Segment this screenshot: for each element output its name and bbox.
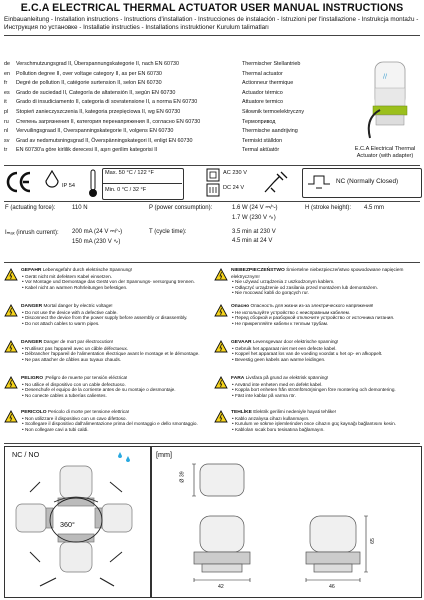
warning-bullet-text: Kabel nicht an warmen Rohrleitungen befestigen. <box>24 284 128 290</box>
inrush-label: Iₘₐₓ (inrush current): <box>5 230 59 236</box>
language-row <box>4 127 298 135</box>
warning-block <box>231 267 419 296</box>
ip-rating: IP 54 <box>62 183 75 189</box>
ce-mark-icon <box>5 170 33 194</box>
bullet-icon: • <box>22 279 25 285</box>
warning-heading: Опасно <box>231 304 250 309</box>
document-subtitle: Einbauanleitung - Installation instructions - Instructions d'installation - Instrucciones de instalación - Istruzioni per l'installazione - Instrukcja montażu - Инструкция по установке - Installatie instructies - Installations instruktioner Kurulum talimatları <box>4 16 419 32</box>
warning-triangle-icon <box>214 410 228 423</box>
warning-triangle-icon <box>4 340 18 353</box>
language-row <box>4 98 284 106</box>
divider <box>4 35 420 36</box>
width-dimension-1: 42 <box>218 584 224 590</box>
warning-bullet <box>231 427 419 433</box>
language-text: Degré de pollution II, catégorie surtension II, selon EN 60730 <box>16 80 162 87</box>
language-code: ru <box>4 118 9 125</box>
warning-text: Livsfara på grund av elektrisk spänning! <box>245 375 329 380</box>
warning-bullet <box>231 393 419 399</box>
bullet-icon: • <box>22 387 25 393</box>
cycle-value-1: 3.5 min at 230 V <box>232 229 276 235</box>
warning-text: ¡Peligro de muerte por tensión eléctrica! <box>44 375 128 380</box>
language-actuator-name: Термопривод <box>242 118 276 125</box>
warning-text: Lebensgefahr durch elektrische Spannung! <box>42 267 133 272</box>
language-row <box>4 79 294 87</box>
warning-block <box>21 409 209 432</box>
warning-bullet <box>21 321 209 327</box>
bullet-icon: • <box>22 345 25 351</box>
bullet-icon: • <box>232 315 235 321</box>
warning-block <box>21 375 209 398</box>
stroke-label: H (stroke height): <box>305 205 352 211</box>
svg-text://: // <box>383 73 388 80</box>
warning-block <box>21 267 209 290</box>
warning-bullet-text: Koppel het apparaat los van de voeding voordat u het op- en afkoppelt. <box>234 351 383 357</box>
unit-label: [mm] <box>156 450 172 459</box>
bullet-icon: • <box>22 284 25 290</box>
bullet-icon: • <box>22 381 25 387</box>
warning-triangle-icon <box>214 268 228 281</box>
warning-heading: NIEBEZPIECZEŃSTWO <box>231 268 285 273</box>
warning-triangle-icon <box>214 376 228 389</box>
warning-heading: PELIGRO <box>21 376 44 381</box>
warning-text: Levensgevaar door elektrische spanning! <box>252 339 339 344</box>
warning-bullet-text: Odłączyć urządzenie od zasilania przed montażem lub demontażem. <box>234 284 378 290</box>
language-row <box>4 70 283 78</box>
bullet-icon: • <box>232 415 235 421</box>
product-label: E.C.A Electrical Thermal Actuator (with adapter) <box>354 146 416 159</box>
nc-label: NC (Normally Closed) <box>336 178 399 185</box>
bullet-icon: • <box>22 421 25 427</box>
bullet-icon: • <box>22 320 25 326</box>
warning-bullet-text: Non collegare cavi a tubi caldi. <box>24 426 89 432</box>
bullet-icon: • <box>22 415 25 421</box>
bullet-icon: • <box>232 284 235 290</box>
warning-heading: GEFAHR <box>21 268 42 273</box>
bullet-icon: • <box>22 315 25 321</box>
language-text: Stopień zanieczyszczenia II, kategoria przepięciowa II, wg EN 60730 <box>16 109 181 115</box>
language-row <box>4 146 280 154</box>
warning-bullet-text: Desenchufe el equipo de la corriente antes de su montaje o desmontaje. <box>24 387 176 393</box>
warning-triangle-icon <box>214 340 228 353</box>
dc-power-icon <box>206 183 220 197</box>
warning-text: Pericolo di morte per tensione elettrica! <box>47 409 130 414</box>
max-temperature: Max. 50 °C / 122 °F <box>105 170 154 176</box>
language-text: Grado di insudiciamento II, categoria di sovratensione II, a norma EN 60730 <box>16 99 198 106</box>
warning-bullet-text: Не используйте устройство с неисправным кабелем. <box>234 309 351 315</box>
warning-triangle-icon <box>4 268 18 281</box>
warning-text: Danger de mort par électrocution! <box>43 339 114 344</box>
normally-closed-icon <box>306 172 332 192</box>
warning-bullet-text: Fäst inte kablar på varma rör. <box>234 392 296 398</box>
warning-text: Elektrik gerilimi nedeniyle hayati tehlike! <box>253 409 337 414</box>
warning-bullet <box>21 285 209 291</box>
warning-bullet-text: Nie używać urządzenia z uszkodzonym kablem. <box>234 279 335 285</box>
warning-text: Опасность для жизни из-за электрического напряжения! <box>250 303 374 308</box>
language-text: Grad av nedsmutsningsgrad II, Överspänningskategori II, enligt EN 60730 <box>16 137 193 144</box>
divider <box>4 262 420 263</box>
bullet-icon: • <box>232 392 235 398</box>
language-code: tr <box>4 147 8 154</box>
warning-bullet-text: Non utilizzare il dispositivo con un cavo difettoso. <box>24 415 127 421</box>
power-value-1: 1.6 W (24 V ⎓/∿) <box>232 205 278 211</box>
language-code: pl <box>4 109 9 115</box>
warning-bullet-text: Använd inte enheten med en defekt kabel. <box>234 381 323 387</box>
stroke-value: 4.5 mm <box>364 205 385 211</box>
bullet-icon: • <box>232 345 235 351</box>
warning-triangle-icon <box>4 304 18 317</box>
power-value-2: 1.7 W (230 V ∿) <box>232 215 276 221</box>
language-actuator-name: Thermal actuator <box>242 70 283 77</box>
warning-bullet-text: Vor Montage und Demontage das Gerät von der Spannungs- versorgung trennen. <box>24 279 195 285</box>
bullet-icon: • <box>232 387 235 393</box>
cable-plug-icon <box>262 170 290 196</box>
language-text: Pollution degree II, over voltage category II, as per EN 60730 <box>16 70 162 77</box>
water-drop-icon <box>42 170 62 188</box>
bullet-icon: • <box>232 279 235 285</box>
warning-bullet-text: Не прикрепляйте кабели к теплым трубам. <box>234 320 329 326</box>
warning-heading: DANGER <box>21 340 43 345</box>
warning-block <box>231 375 419 398</box>
bullet-icon: • <box>22 273 25 279</box>
language-actuator-name: Actionneur thermique <box>242 80 294 87</box>
min-temperature: Min. 0 °C / 32 °F <box>105 187 147 193</box>
warning-heading: DANGER <box>21 304 43 309</box>
warning-block <box>21 339 209 362</box>
diameter-dimension: Ø 39 <box>179 471 186 483</box>
warning-heading: TEHLİKE <box>231 410 252 415</box>
bullet-icon: • <box>22 356 25 362</box>
language-actuator-name: Thermische aandrijving <box>242 128 298 135</box>
bullet-icon: • <box>22 309 25 315</box>
warning-bullet-text: Gerät nicht mit defektem Kabel einsetzen. <box>24 273 112 279</box>
language-text: Grado de suciedad II, Categoría de altatensión II, según EN 60730 <box>16 89 176 96</box>
dc-voltage: DC 24 V <box>223 185 245 191</box>
force-value: 110 N <box>72 205 88 211</box>
document-title: E.C.A ELECTRICAL THERMAL ACTUATOR USER MANUAL INSTRUCTIONS <box>20 2 404 14</box>
warning-text: Mortal danger by electric voltage! <box>43 303 113 308</box>
width-dimension-2: 46 <box>329 584 335 590</box>
warning-bullet-text: Ne pas attacher de câbles aux tuyaux chauds. <box>24 356 122 362</box>
warning-block <box>231 339 419 362</box>
warning-bullet <box>231 290 419 296</box>
actuator-rotation-illustration <box>10 462 145 592</box>
warning-triangle-icon <box>214 304 228 317</box>
warning-bullet-text: Bevestig geen kabels aan warme leidingen. <box>234 356 326 362</box>
language-code: it <box>4 99 7 106</box>
bullet-icon: • <box>232 421 235 427</box>
bullet-icon: • <box>232 381 235 387</box>
divider <box>4 165 420 166</box>
language-code: fr <box>4 80 8 87</box>
warning-bullet <box>21 357 209 363</box>
warning-text: Śmiertelne niebezpieczeństwo spowodowane napięciem elektrycznym! <box>231 267 404 279</box>
language-actuator-name: Termiskt ställdon <box>242 137 283 144</box>
cycle-value-2: 4.5 min at 24 V <box>232 238 273 244</box>
cycle-label: T (cycle time): <box>149 229 187 235</box>
inrush-value-2: 150 mA (230 V ∿) <box>72 239 121 245</box>
actuator-product-image <box>360 58 420 146</box>
language-code: de <box>4 61 10 67</box>
warning-block <box>231 303 419 326</box>
bullet-icon: • <box>232 351 235 357</box>
warning-bullet-text: N'utilisez pas l'appareil avec un câble défectueux. <box>24 345 129 351</box>
warning-bullet <box>231 321 419 327</box>
warning-bullet-text: Do not attach cables to warm pipes. <box>24 320 100 326</box>
bullet-icon: • <box>22 351 25 357</box>
language-text: Степень загрязнения II, категория перенапряжения II, согласно EN 60730 <box>16 118 201 125</box>
inrush-value-1: 200 mA (24 V ⎓/∿) <box>72 229 123 235</box>
warning-block <box>231 409 419 432</box>
divider <box>102 183 182 184</box>
thermometer-icon <box>87 168 99 198</box>
divider <box>4 201 420 202</box>
warning-heading: PERICOLO <box>21 410 47 415</box>
language-actuator-name: Termal aktüatör <box>242 147 280 154</box>
language-row <box>4 108 305 116</box>
warning-bullet-text: Kabloları sıcak boru tesisatına bağlamayın. <box>234 426 325 432</box>
language-text: Verschmutzungsgrad II, Überspannungskategorie II, nach EN 60730 <box>16 61 180 67</box>
bullet-icon: • <box>22 392 25 398</box>
ac-power-icon <box>206 168 220 182</box>
language-actuator-name: Attuatore termico <box>242 99 284 106</box>
language-code: en <box>4 70 10 77</box>
bullet-icon: • <box>232 309 235 315</box>
warning-bullet-text: No utilice el dispositivo con un cable defectuoso. <box>24 381 126 387</box>
warning-bullet-text: Kurulum ve sökme işlemlerinden önce cihazın güç kaynağı bağlantısını kesin. <box>234 421 396 427</box>
language-actuator-name: Siłownik termoelektryczny <box>242 109 305 115</box>
warning-bullet-text: Koppla bort enheten från strömförsörjningen före montering och demontering. <box>234 387 396 393</box>
bullet-icon: • <box>232 320 235 326</box>
dimension-drawing <box>160 460 415 594</box>
language-text: EN 60730'a göre kirlilik derecesi II, aşırı gerilim kategorisi II <box>16 147 158 154</box>
language-code: nl <box>4 128 9 135</box>
warning-bullet-text: Débrancher l'appareil de l'alimentation électrique avant le montage et le démontage. <box>24 351 200 357</box>
warning-triangle-icon <box>4 376 18 389</box>
warning-bullet-text: Перед сборкой и разборкой отключите устройство от источника питания. <box>234 315 395 321</box>
warning-heading: FARA <box>231 376 245 381</box>
bullet-icon: • <box>232 290 235 296</box>
warning-bullet-text: Kablo arızalıysa cihazı kullanmayın. <box>234 415 310 421</box>
power-label: P (power consumption): <box>149 205 213 211</box>
divider <box>4 443 420 444</box>
language-actuator-name: Actuador térmico <box>242 89 283 96</box>
warning-bullet <box>21 427 209 433</box>
rotation-label: 360° <box>60 520 75 529</box>
warning-bullet-text: Do not use the device with a defective cable. <box>24 309 118 315</box>
language-text: Vervuilingsgraad II, Overspanningskategorie II, volgens EN 60730 <box>16 128 174 135</box>
warning-bullet <box>21 393 209 399</box>
warning-bullet-text: Nie mocować kabli do gorących rur. <box>234 290 309 296</box>
warning-bullet-text: No conecte cables a tuberías calientes. <box>24 392 107 398</box>
warning-bullet-text: Scollegare il dispositivo dall'alimentazione prima del montaggio e dello smontaggio. <box>24 421 198 427</box>
warning-bullet <box>231 357 419 363</box>
warning-bullet-text: Gebruik het apparaat niet met een defecte kabel. <box>234 345 337 351</box>
warning-triangle-icon <box>4 410 18 423</box>
warning-heading: GEVAAR <box>231 340 252 345</box>
height-dimension: 65 <box>369 538 376 544</box>
force-label: F (actuating force): <box>5 205 56 211</box>
language-code: sv <box>4 137 10 144</box>
language-row <box>4 89 283 97</box>
nc-no-label: NC / NO <box>12 450 40 459</box>
warning-block <box>21 303 209 326</box>
ac-voltage: AC 230 V <box>223 170 247 176</box>
language-row <box>4 60 301 68</box>
language-row <box>4 137 283 145</box>
language-code: es <box>4 89 10 96</box>
bullet-icon: • <box>22 426 25 432</box>
language-row <box>4 118 276 126</box>
bullet-icon: • <box>232 426 235 432</box>
warning-bullet-text: Disconnect the device from the power supply before assembly or disassembly. <box>24 315 188 321</box>
language-actuator-name: Thermischer Stellantrieb <box>242 61 301 67</box>
bullet-icon: • <box>232 356 235 362</box>
